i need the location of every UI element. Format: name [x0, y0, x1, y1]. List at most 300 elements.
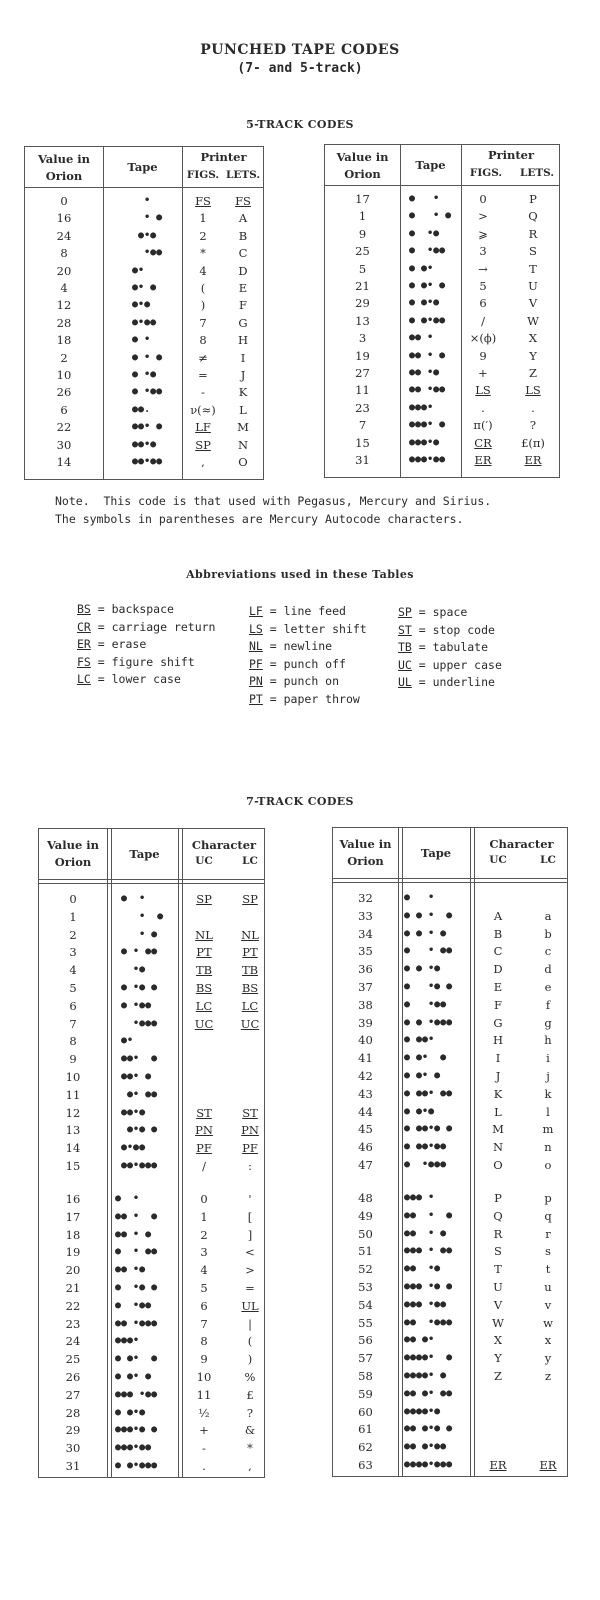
- lc-cell: k: [544, 1086, 552, 1101]
- value-cell: 2: [69, 927, 77, 942]
- lets-cell: FS: [235, 194, 251, 208]
- tape-cell: ●•●: [120, 229, 157, 241]
- table-row: [333, 1050, 567, 1066]
- tape-cell: ●●●•: [403, 401, 434, 413]
- uc-cell: D: [493, 962, 503, 977]
- value-cell: 39: [358, 1015, 373, 1030]
- tape-cell: ●●●●•●●●: [404, 1458, 453, 1470]
- tape-cell: ● ●•●: [115, 1406, 146, 1418]
- abbreviations-heading: Abbreviations used in these Tables: [186, 568, 414, 581]
- abbreviation-code: PF: [249, 656, 263, 671]
- tape-cell: •●●: [120, 247, 163, 259]
- uc-cell: ST: [196, 1105, 212, 1120]
- table-row: [39, 1422, 264, 1438]
- lc-cell: [533, 890, 563, 906]
- table-row: [333, 1190, 567, 1206]
- tape-cell: ● ● • ●: [404, 909, 453, 921]
- tape-cell: • ●: [115, 910, 164, 922]
- printer-header: Printer: [487, 148, 535, 162]
- lets-cell: Z: [529, 366, 537, 380]
- uc-cell: PT: [196, 945, 212, 960]
- lets-cell: Q: [528, 209, 538, 224]
- uc-cell: J: [495, 1069, 501, 1083]
- lc-cell: ]: [247, 1227, 253, 1242]
- uc-cell: Y: [494, 1351, 502, 1366]
- figs-cell: ×(ϕ): [469, 331, 497, 346]
- lc-cell: BS: [241, 981, 259, 995]
- abbreviation-item: [249, 638, 367, 656]
- table-row: [39, 1280, 264, 1296]
- lets-cell: E: [238, 281, 248, 295]
- value-cell: 22: [56, 420, 72, 435]
- uc-cell: 0: [200, 1191, 208, 1206]
- tape-cell: •●●●: [115, 1017, 158, 1029]
- uc-cell: UC: [194, 1016, 214, 1031]
- table-row: [325, 278, 559, 294]
- table-row: [333, 1121, 567, 1137]
- tape-header: Tape: [415, 158, 446, 172]
- table-row: [39, 1262, 264, 1278]
- tape-cell: ● ●• ●: [403, 280, 446, 291]
- tape-cell: ●• ●●: [115, 1088, 158, 1100]
- value-cell: 60: [358, 1404, 373, 1419]
- uc-cell: 2: [200, 1227, 208, 1242]
- tape-cell: ● ●•●●: [403, 314, 446, 326]
- tape-cell: ● •●●: [404, 998, 447, 1010]
- table-row: [325, 313, 559, 329]
- figs-cell: -: [201, 385, 205, 400]
- table-row: [333, 1297, 567, 1313]
- tape-cell: ●● •●: [115, 1264, 146, 1276]
- uc-cell: .: [202, 1458, 206, 1473]
- abbreviations-col-2: [249, 603, 367, 708]
- value-cell: 25: [355, 244, 370, 259]
- uc-cell: L: [494, 1104, 502, 1119]
- table-row: [333, 1261, 567, 1277]
- tape-cell: ●●● • ●●: [404, 1245, 453, 1257]
- figs-cell: /: [481, 313, 485, 328]
- abbreviation-code: ER: [77, 637, 91, 651]
- tape-cell: ●•●●: [115, 1142, 146, 1154]
- table-row: [39, 1227, 264, 1243]
- lc-cell: z: [544, 1368, 552, 1383]
- tape-cell: ●● •●: [404, 1263, 441, 1275]
- value-cell: 43: [358, 1086, 373, 1101]
- abbreviations-col-1: [77, 601, 215, 689]
- table-row: [25, 280, 263, 296]
- table-row: [333, 1104, 567, 1120]
- table-row: [333, 997, 567, 1013]
- tape-cell: ● •: [115, 1192, 140, 1204]
- figs-cell: ): [200, 298, 206, 313]
- value-cell: 28: [65, 1405, 81, 1420]
- table-row: [39, 1140, 264, 1156]
- lets-cell: A: [238, 211, 248, 226]
- tape-cell: ●●●•●●: [115, 1442, 152, 1454]
- table-row: [39, 1069, 264, 1085]
- figs-cell: >: [478, 209, 488, 224]
- figs-cell: 2: [199, 228, 207, 243]
- tape-cell: ● • ●●: [115, 946, 158, 958]
- lc-cell: n: [544, 1140, 552, 1155]
- lc-cell: PN: [241, 1123, 259, 1138]
- abbreviation-item: [249, 603, 367, 621]
- table-row: [25, 297, 263, 313]
- abbreviation-item: [398, 622, 502, 640]
- value-cell: 14: [56, 455, 72, 469]
- figs-cell: (: [200, 281, 206, 295]
- lets-cell: I: [240, 350, 246, 365]
- lc-cell: [235, 909, 265, 925]
- lets-cell: H: [237, 333, 249, 348]
- value-cell: 35: [358, 944, 373, 959]
- tape-header: Tape: [129, 847, 160, 861]
- table-row: [325, 226, 559, 242]
- tape-cell: ●● ●•● ●: [404, 1423, 453, 1435]
- table-row: [39, 944, 264, 960]
- value-cell: 27: [65, 1387, 81, 1402]
- abbreviation-item: [77, 654, 215, 672]
- uc-cell: X: [493, 1333, 503, 1348]
- tape-cell: ● ●●• ●●: [404, 1087, 453, 1099]
- figs-cell: *: [200, 246, 206, 261]
- uc-cell: F: [494, 997, 502, 1012]
- tape-cell: ●● •: [403, 332, 434, 344]
- uc-header: UC: [195, 855, 213, 867]
- table-row: [333, 1368, 567, 1384]
- uc-cell: S: [494, 1244, 502, 1259]
- tape-cell: ●●● •● ●: [404, 1280, 453, 1292]
- table-row: [333, 1243, 567, 1259]
- lc-cell: NL: [241, 927, 259, 942]
- abbreviation-code: LC: [77, 672, 91, 686]
- table-row: [39, 998, 264, 1014]
- lets-cell: ?: [529, 418, 537, 433]
- abbreviation-code: UC: [398, 657, 412, 672]
- tape-header: Tape: [420, 846, 452, 860]
- value-cell: 17: [65, 1209, 81, 1224]
- abbreviation-meaning: = lower case: [90, 672, 181, 686]
- value-cell: 1: [69, 909, 77, 924]
- abbreviation-meaning: = underline: [411, 675, 495, 689]
- table-row: [333, 979, 567, 995]
- abbreviation-item: [398, 639, 502, 657]
- lc-cell: £: [246, 1387, 254, 1402]
- value-cell: 45: [358, 1122, 373, 1137]
- lets-cell: Y: [529, 348, 537, 363]
- tape-cell: ●● ●• ●●: [404, 1387, 453, 1399]
- table-row: [325, 348, 559, 364]
- value-cell: 33: [358, 908, 373, 923]
- value-cell: 50: [358, 1226, 373, 1241]
- table-row: [39, 980, 264, 996]
- figs-header: FIGS.: [186, 169, 220, 181]
- value-cell: 11: [65, 1087, 81, 1102]
- tape-cell: ●● • ●: [404, 1227, 447, 1239]
- abbreviation-code: LS: [249, 621, 263, 636]
- lc-cell: >: [245, 1263, 255, 1278]
- value-cell: 20: [65, 1263, 81, 1278]
- table-row: [39, 927, 264, 943]
- table-row: [333, 1086, 567, 1102]
- abbreviation-meaning: = punch on: [262, 674, 340, 688]
- tape-cell: ●● • ●: [115, 1228, 152, 1240]
- table-row: [333, 890, 567, 906]
- figs-cell: LF: [195, 420, 211, 435]
- value-cell: 0: [69, 892, 77, 906]
- value-cell: 30: [65, 1441, 81, 1456]
- uc-cell: [483, 1421, 513, 1437]
- value-cell: 31: [65, 1458, 81, 1473]
- lc-cell: r: [545, 1226, 551, 1241]
- abbreviation-meaning: = backspace: [90, 602, 174, 616]
- table-row: [39, 1191, 264, 1207]
- lets-cell: P: [529, 192, 537, 206]
- table-row: [39, 1158, 264, 1174]
- value-cell: 24: [65, 1334, 81, 1349]
- tape-cell: ● •●●●: [404, 1159, 447, 1170]
- tape-cell: ●●• ●: [120, 421, 163, 433]
- value-cell: 28: [56, 315, 72, 330]
- abbreviation-code: BS: [77, 602, 91, 616]
- value-cell: 23: [355, 400, 370, 415]
- uc-cell: C: [493, 944, 503, 959]
- figs-cell: 3: [479, 244, 487, 259]
- uc-cell: SP: [196, 892, 212, 906]
- figs-cell: 9: [479, 348, 487, 363]
- lc-cell: i: [546, 1051, 550, 1066]
- tape-cell: ● • ●●: [404, 945, 453, 957]
- figs-cell: →: [478, 261, 488, 276]
- lets-cell: O: [238, 455, 248, 469]
- lc-cell: ,: [248, 1458, 252, 1473]
- page-subtitle: (7- and 5-track): [237, 61, 363, 76]
- value-cell: 44: [358, 1104, 373, 1119]
- table-row: [39, 909, 264, 925]
- table-row: [325, 417, 559, 433]
- value-cell: 19: [65, 1245, 81, 1260]
- abbreviation-item: [398, 674, 502, 692]
- uc-cell: Z: [494, 1368, 502, 1383]
- table-row: [333, 1315, 567, 1331]
- value-cell: 15: [65, 1159, 81, 1173]
- abbreviation-code: ST: [398, 622, 412, 637]
- tape-cell: ● •●: [120, 369, 157, 380]
- table-row: [39, 1440, 264, 1456]
- uc-cell: V: [493, 1297, 503, 1312]
- value-cell: 5: [358, 261, 367, 276]
- abbreviation-meaning: = stop code: [411, 622, 495, 637]
- tape-cell: ●●.: [120, 403, 151, 415]
- table-row: [333, 1332, 567, 1348]
- value-cell: 51: [358, 1244, 373, 1259]
- seven-track-table-right: [332, 827, 568, 1477]
- value-cell: 6: [69, 998, 77, 1013]
- tape-cell: ● •● ●: [404, 981, 453, 992]
- lc-cell: [: [247, 1209, 253, 1224]
- value-cell: 36: [358, 962, 373, 977]
- value-cell: 11: [355, 383, 370, 398]
- table-row: [39, 1298, 264, 1314]
- value-cell: 10: [56, 368, 72, 382]
- abbreviation-item: [77, 619, 215, 637]
- value-cell: 29: [355, 296, 370, 311]
- figs-cell: 7: [199, 315, 207, 330]
- abbreviation-meaning: = newline: [262, 639, 333, 653]
- lets-header: LETS.: [225, 169, 261, 181]
- abbreviation-meaning: = erase: [90, 637, 147, 651]
- lc-cell: LC: [241, 998, 259, 1013]
- table-row: [333, 961, 567, 977]
- five-track-table-right: [324, 144, 560, 478]
- tape-cell: ●●● •●●: [404, 1298, 447, 1310]
- lc-cell: [235, 1033, 265, 1049]
- table-row: [333, 1139, 567, 1155]
- table-row: [325, 452, 559, 468]
- value-cell: 55: [358, 1315, 373, 1330]
- lc-cell: [533, 1421, 563, 1437]
- lc-cell: PF: [242, 1141, 258, 1156]
- lc-cell: u: [544, 1279, 552, 1294]
- uc-cell: G: [493, 1015, 503, 1030]
- value-cell: 52: [358, 1262, 373, 1277]
- tape-cell: ● •● ●: [115, 982, 158, 993]
- tape-cell: ●●•●: [120, 438, 157, 450]
- tape-cell: ● ●•●: [404, 1105, 435, 1117]
- tape-cell: ●●• ●: [115, 1053, 158, 1065]
- lets-cell: D: [238, 263, 248, 278]
- lc-cell: w: [543, 1315, 553, 1330]
- lets-cell: B: [238, 228, 248, 243]
- lc-cell: |: [248, 1316, 252, 1331]
- lets-cell: S: [529, 244, 537, 259]
- tape-cell: ●●•●: [115, 1106, 146, 1118]
- five-track-heading: 5-TRACK CODES: [246, 118, 354, 131]
- uc-cell: O: [493, 1158, 503, 1172]
- value-cell: 3: [69, 945, 77, 960]
- tape-cell: ●●• ●: [115, 1071, 152, 1082]
- tape-cell: ●● •●●●: [404, 1316, 453, 1328]
- tape-cell: ● •●●: [115, 1299, 152, 1311]
- table-row: [333, 926, 567, 942]
- table-row: [333, 1279, 567, 1295]
- lets-cell: U: [528, 279, 538, 293]
- lc-cell: q: [544, 1208, 552, 1223]
- lets-cell: .: [531, 400, 535, 415]
- uc-cell: [189, 909, 219, 925]
- lets-cell: K: [238, 385, 248, 400]
- uc-cell: [189, 1051, 219, 1067]
- figs-cell: CR: [474, 435, 492, 450]
- table-row: [333, 1439, 567, 1455]
- lets-cell: M: [237, 420, 249, 435]
- tape-cell: ● •: [115, 893, 146, 904]
- table-row: [325, 435, 559, 451]
- lc-cell: c: [544, 944, 552, 959]
- lc-cell: p: [544, 1190, 552, 1205]
- tape-cell: ● ●•: [403, 262, 434, 274]
- uc-cell: [189, 1069, 219, 1085]
- tape-cell: ● • ●: [403, 210, 452, 222]
- tape-cell: ●● • ●: [404, 1209, 453, 1221]
- tape-cell: ● ● •●●●: [404, 1016, 453, 1028]
- value-cell: 63: [358, 1457, 373, 1472]
- table-row: [39, 1369, 264, 1385]
- lets-cell: J: [240, 368, 246, 382]
- table-row: [39, 1405, 264, 1421]
- value-cell: 32: [358, 891, 373, 905]
- value-cell: 13: [65, 1123, 81, 1138]
- lc-cell: ST: [242, 1105, 258, 1120]
- value-cell: 16: [65, 1191, 81, 1206]
- uc-cell: P: [494, 1190, 502, 1205]
- value-cell: 38: [358, 997, 373, 1012]
- table-row: [333, 1421, 567, 1437]
- value-cell: 2: [60, 350, 68, 365]
- table-row: [39, 1016, 264, 1032]
- value-cell: 42: [358, 1069, 373, 1083]
- table-row: [25, 402, 263, 418]
- table-row: [39, 1458, 264, 1474]
- note-line-2: The symbols in parentheses are Mercury Autocode characters.: [55, 512, 464, 526]
- table-row: [25, 210, 263, 226]
- tape-cell: ● ●• ●: [115, 1353, 158, 1365]
- value-cell: 26: [56, 385, 72, 400]
- uc-cell: B: [493, 926, 503, 941]
- table-row: [25, 332, 263, 348]
- lets-cell: X: [528, 331, 538, 346]
- uc-cell: 5: [200, 1280, 208, 1295]
- table-row: [39, 1244, 264, 1260]
- value-cell: 1: [358, 209, 367, 224]
- table-row: [25, 350, 263, 366]
- uc-cell: [189, 1033, 219, 1049]
- lc-cell: o: [544, 1158, 552, 1172]
- table-row: [39, 1209, 264, 1225]
- value-cell: 48: [358, 1190, 373, 1205]
- table-row: [39, 1351, 264, 1367]
- tape-cell: ●●● •●●: [115, 1388, 158, 1400]
- lc-cell: =: [245, 1280, 255, 1295]
- figs-cell: .: [481, 400, 485, 415]
- figs-cell: =: [198, 368, 208, 382]
- uc-cell: I: [495, 1051, 501, 1066]
- abbreviations-col-3: [398, 604, 502, 692]
- tape-cell: ●●●•: [115, 1335, 140, 1347]
- uc-cell: R: [493, 1226, 503, 1241]
- tape-cell: ● •● ●: [115, 1281, 158, 1293]
- figs-cell: ν(≈): [190, 402, 216, 417]
- tape-cell: ● •: [403, 193, 440, 204]
- uc-cell: TB: [195, 963, 213, 978]
- tape-cell: ●● •●●●: [115, 1317, 158, 1329]
- uc-cell: M: [492, 1122, 504, 1137]
- value-header: Value in Orion: [336, 150, 389, 181]
- abbreviation-meaning: = figure shift: [90, 654, 195, 669]
- figs-cell: +: [478, 366, 488, 380]
- seven-track-table-left: [38, 828, 265, 1478]
- lets-header: LETS.: [519, 167, 555, 179]
- value-cell: 26: [65, 1369, 81, 1384]
- tape-cell: ●● ●•: [404, 1334, 435, 1346]
- uc-header: UC: [489, 854, 507, 866]
- table-row: [39, 1051, 264, 1067]
- tape-cell: ●•: [120, 264, 145, 276]
- lc-cell: x: [544, 1333, 552, 1348]
- table-row: [25, 193, 263, 209]
- tape-cell: ● ● • ●: [404, 927, 447, 939]
- uc-cell: [189, 1087, 219, 1103]
